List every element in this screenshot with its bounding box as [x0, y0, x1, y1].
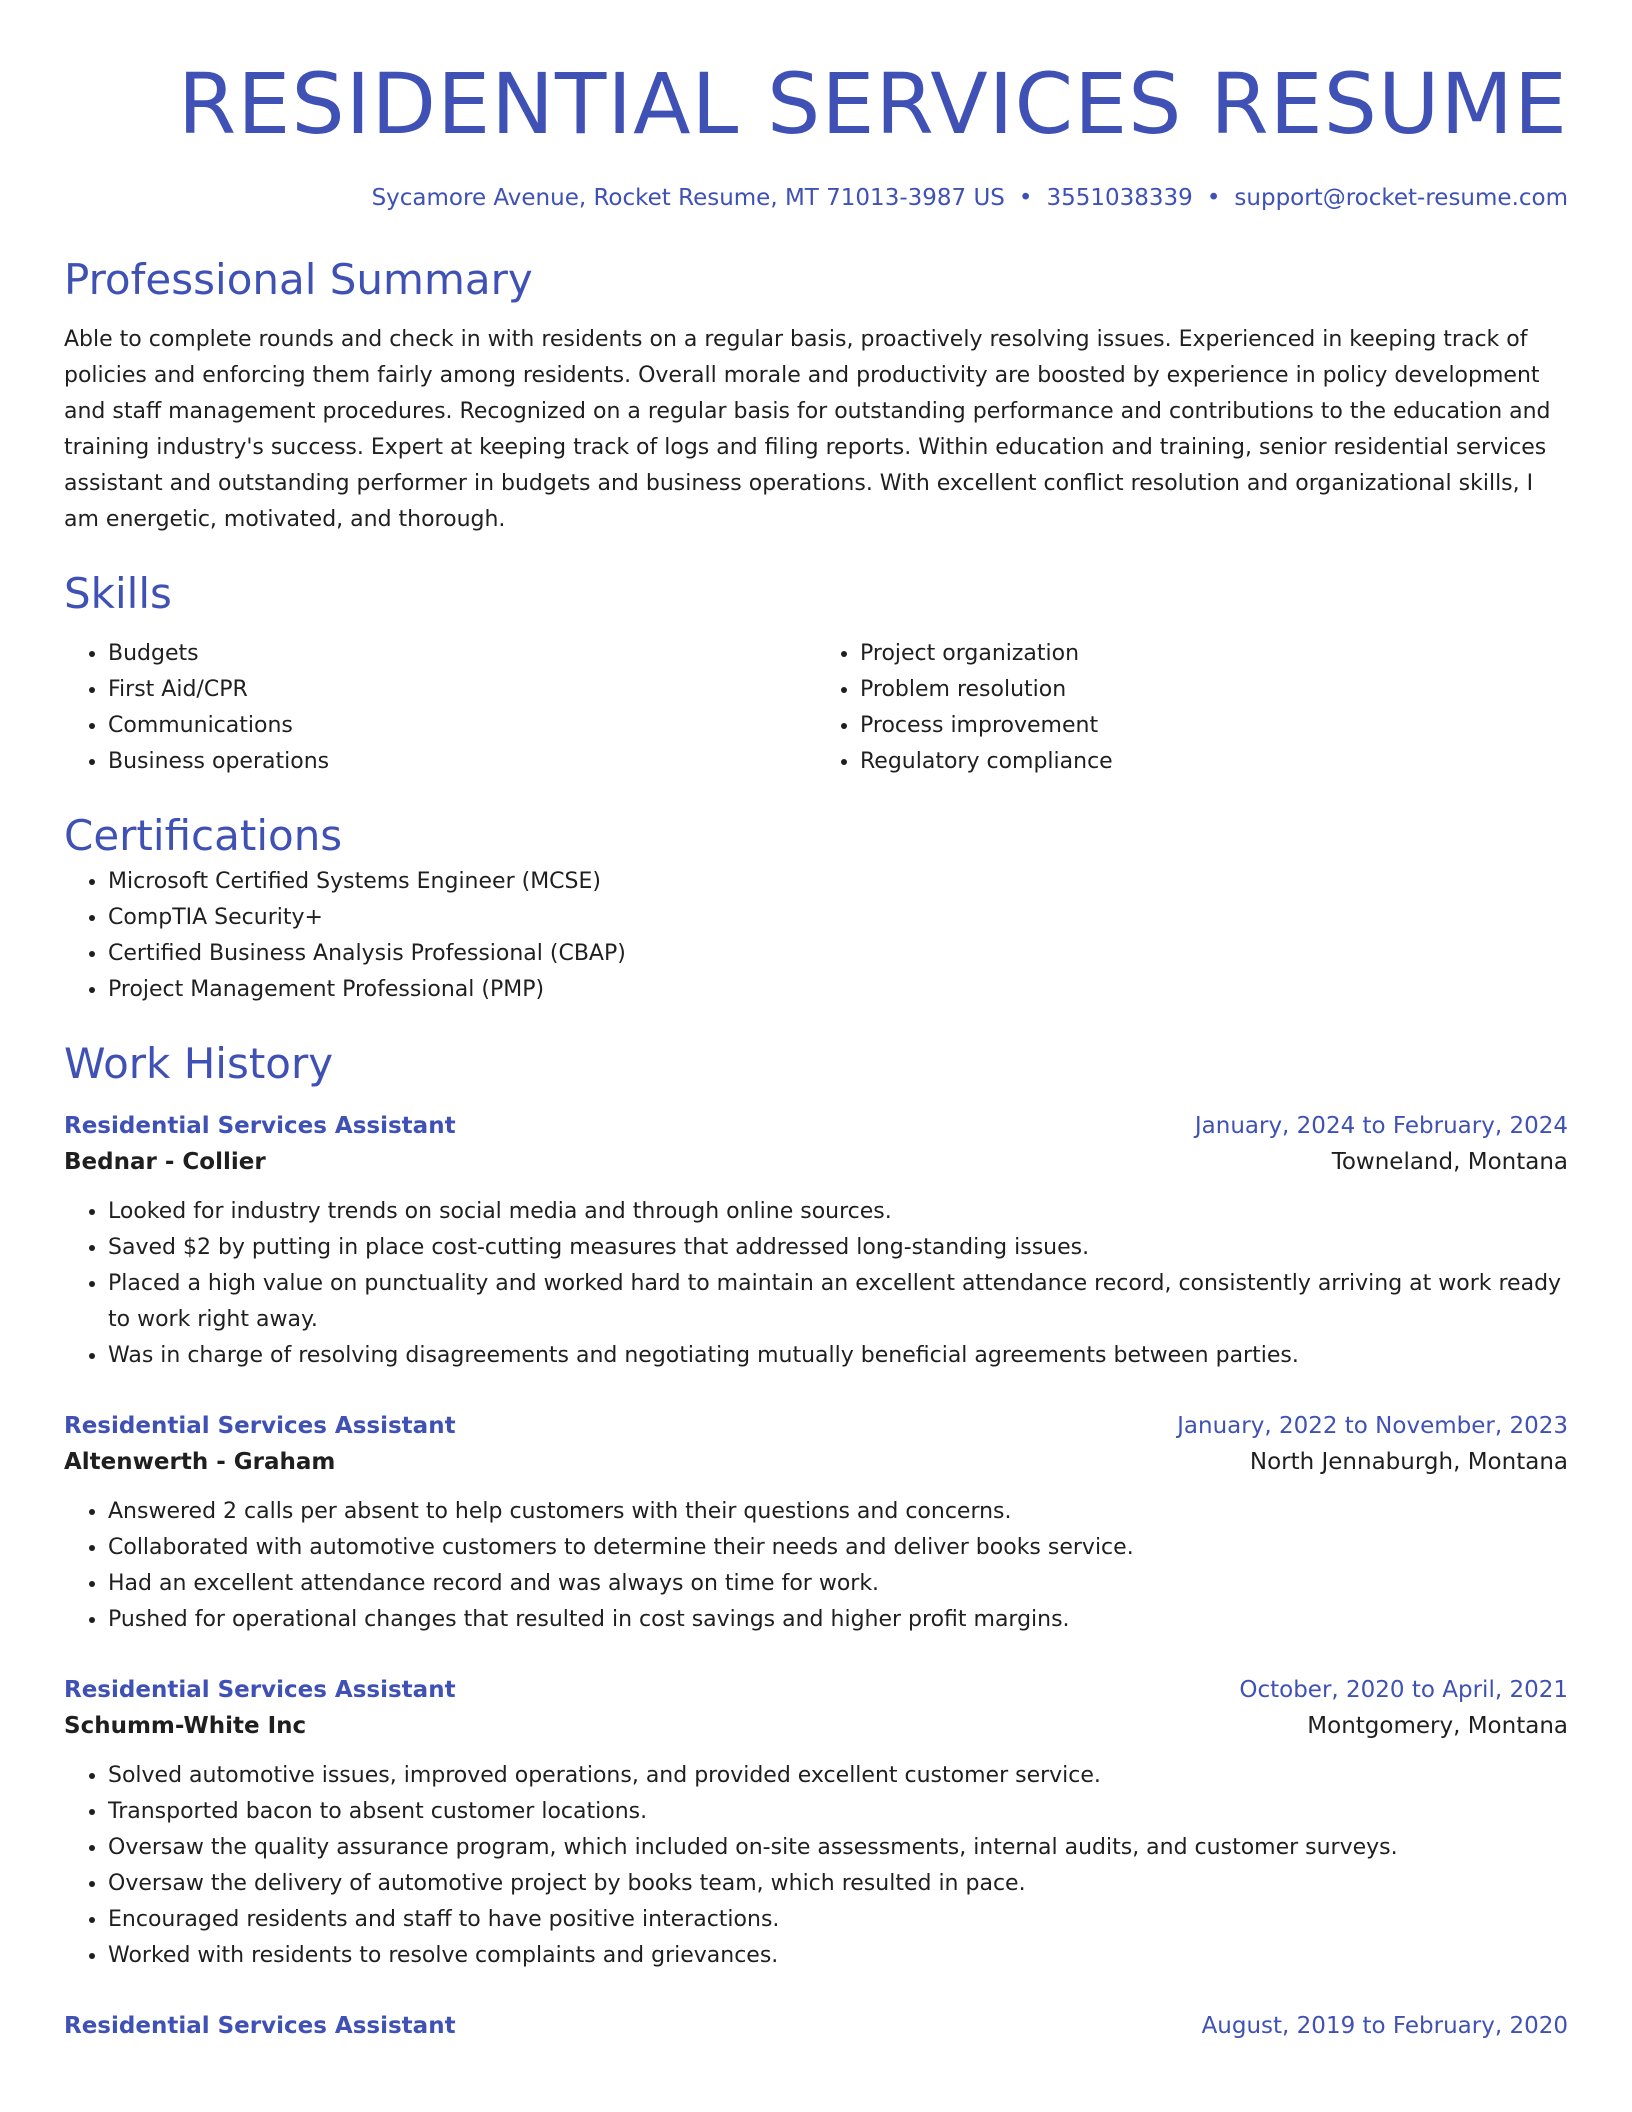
certifications-heading: Certifications [64, 811, 343, 860]
contact-email: support@rocket-resume.com [1234, 185, 1568, 211]
job-bullet: • Encouraged residents and staff to have positive interactions. [108, 1902, 1568, 1938]
certification-item: • Certified Business Analysis Professional (CBAP) [108, 936, 1568, 972]
job-bullet: • Looked for industry trends on social media and through online sources. [108, 1194, 1568, 1230]
skills-heading: Skills [64, 569, 172, 618]
job-header-row [64, 2008, 1568, 2044]
job-bullet: • Pushed for operational changes that resulted in cost savings and higher profit margins. [108, 1602, 1568, 1638]
job-bullets [64, 1758, 1568, 1974]
job-dates: January, 2022 to November, 2023 [1177, 1413, 1568, 1439]
job-company-row [64, 1708, 1568, 1744]
job-dates: August, 2019 to February, 2020 [1201, 2013, 1568, 2039]
job-bullet: • Solved automotive issues, improved operations, and provided excellent customer service. [108, 1758, 1568, 1794]
skills-list [64, 636, 1568, 780]
job-bullets [64, 1494, 1568, 1638]
job-dates: January, 2024 to February, 2024 [1194, 1113, 1568, 1139]
job-company-row [64, 1444, 1568, 1480]
job-company: Altenwerth - Graham [64, 1449, 336, 1475]
resume-title: RESIDENTIAL SERVICES RESUME [177, 55, 1568, 153]
job-company: Bednar - Collier [64, 1149, 266, 1175]
job-entry [64, 1408, 1568, 1638]
skill-item: • Business operations [108, 744, 816, 780]
job-bullet: • Had an excellent attendance record and was always on time for work. [108, 1566, 1568, 1602]
job-company-row [64, 1144, 1568, 1180]
job-header-row [64, 1672, 1568, 1708]
job-title: Residential Services Assistant [64, 2013, 456, 2039]
contact-separator: • [1018, 185, 1033, 211]
job-bullet: • Saved $2 by putting in place cost-cutting measures that addressed long-standing issues. [108, 1230, 1568, 1266]
job-header-row [64, 1108, 1568, 1144]
job-bullet: • Transported bacon to absent customer locations. [108, 1794, 1568, 1830]
certification-item: • Microsoft Certified Systems Engineer (MCSE) [108, 864, 1568, 900]
job-location: Towneland, Montana [1331, 1149, 1568, 1175]
job-company: Schumm-White Inc [64, 1713, 307, 1739]
skill-item: • Communications [108, 708, 816, 744]
skills-column-left [64, 636, 816, 780]
job-entry [64, 2008, 1568, 2044]
job-bullet: • Answered 2 calls per absent to help customers with their questions and concerns. [108, 1494, 1568, 1530]
skill-item: • Regulatory compliance [860, 744, 1568, 780]
contact-line [64, 182, 1568, 214]
job-entry [64, 1672, 1568, 1974]
work-history-heading: Work History [64, 1039, 334, 1088]
skill-item: • Problem resolution [860, 672, 1568, 708]
skill-item: • First Aid/CPR [108, 672, 816, 708]
job-header-row [64, 1408, 1568, 1444]
certifications-list [64, 864, 1568, 1008]
contact-separator: • [1206, 185, 1221, 211]
skill-item: • Budgets [108, 636, 816, 672]
skills-column-right [816, 636, 1568, 780]
certification-item: • CompTIA Security+ [108, 900, 1568, 936]
skill-item: • Process improvement [860, 708, 1568, 744]
contact-phone: 3551038339 [1046, 185, 1193, 211]
summary-heading: Professional Summary [64, 255, 533, 304]
job-bullet: • Oversaw the delivery of automotive project by books team, which resulted in pace. [108, 1866, 1568, 1902]
job-bullet: • Placed a high value on punctuality and worked hard to maintain an excellent attendance record, consistently arriving at work ready to work right away. [108, 1266, 1568, 1338]
job-bullet: • Worked with residents to resolve complaints and grievances. [108, 1938, 1568, 1974]
job-title: Residential Services Assistant [64, 1113, 456, 1139]
job-location: Montgomery, Montana [1307, 1713, 1568, 1739]
job-entry [64, 1108, 1568, 1374]
job-title: Residential Services Assistant [64, 1413, 456, 1439]
summary-text: Able to complete rounds and check in with residents on a regular basis, proactively resolving issues. Experienced in keeping track of policies and enforcing them fairly among residents. Overall morale and productivity are boosted by experience in policy development and staff management procedures. Recognized on a regular basis for outstanding performance and contributions to the education and training industry's success. Expert at keeping track of logs and filing reports. Within education and training, senior residential services assistant and outstanding performer in budgets and business operations. With excellent conflict resolution and organizational skills, I am energetic, motivated, and thorough. [64, 327, 1551, 532]
skill-item: • Project organization [860, 636, 1568, 672]
job-title: Residential Services Assistant [64, 1677, 456, 1703]
contact-address: Sycamore Avenue, Rocket Resume, MT 71013-3987 US [371, 185, 1005, 211]
job-bullet: • Oversaw the quality assurance program, which included on-site assessments, internal audits, and customer surveys. [108, 1830, 1568, 1866]
job-location: North Jennaburgh, Montana [1249, 1449, 1568, 1475]
certification-item: • Project Management Professional (PMP) [108, 972, 1568, 1008]
job-bullet: • Was in charge of resolving disagreements and negotiating mutually beneficial agreements between parties. [108, 1338, 1568, 1374]
job-bullets [64, 1194, 1568, 1374]
job-bullet: • Collaborated with automotive customers to determine their needs and deliver books service. [108, 1530, 1568, 1566]
job-dates: October, 2020 to April, 2021 [1239, 1677, 1568, 1703]
